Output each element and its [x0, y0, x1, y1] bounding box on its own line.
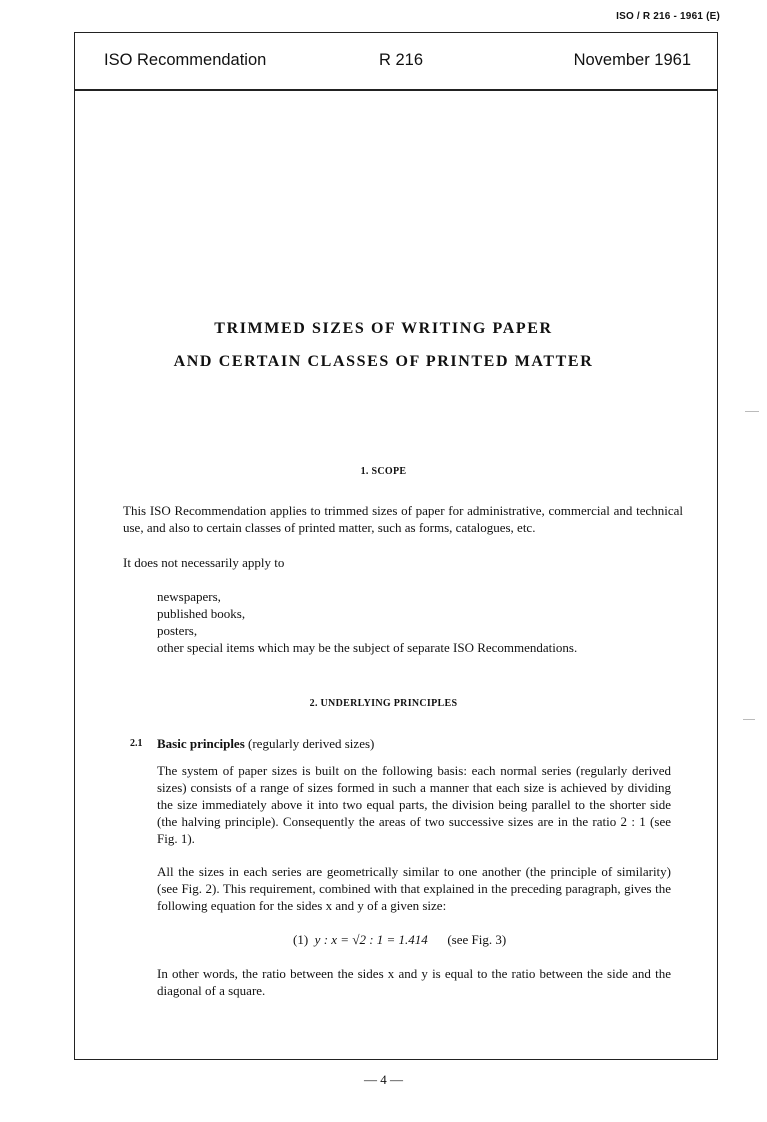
list-item: newspapers,	[157, 589, 221, 604]
header-document-number: R 216	[379, 51, 424, 69]
basic-principles-paragraph: The system of paper sizes is built on the following basis: each normal series (regularly derived sizes) consists of a range of sizes formed in such a manner that each size is achieved by dividing the size immediately above it into two equal parts, the division being parallel to the shorter side (the halving principle). Consequently the areas of two successive sizes are in the ratio 2 : 1 (see Fig. 1).	[157, 763, 671, 846]
list-item: posters,	[157, 623, 198, 638]
list-item: published books,	[157, 606, 246, 621]
scope-exclusion-intro: It does not necessarily apply to	[123, 555, 285, 570]
header-date: November 1961	[573, 51, 691, 69]
header-divider	[75, 89, 717, 91]
document-reference: ISO / R 216 - 1961 (E)	[616, 11, 720, 22]
diagonal-paragraph: In other words, the ratio between the sides x and y is equal to the ratio between the side and the diagonal of a square.	[157, 966, 671, 998]
clause-heading	[157, 736, 374, 752]
clause-number: 2.1	[130, 738, 143, 749]
title-line-1: TRIMMED SIZES OF WRITING PAPER	[214, 320, 553, 337]
page-number: — 4 —	[364, 1072, 403, 1087]
clause-subtitle: (regularly derived sizes)	[248, 736, 375, 751]
exclusion-list	[157, 588, 577, 656]
title-line-2: AND CERTAIN CLASSES OF PRINTED MATTER	[173, 353, 594, 370]
similarity-paragraph: All the sizes in each series are geometrically similar to one another (the principle of similarity) (see Fig. 2). This requirement, combined with that explained in the preceding paragraph, gives the following equation for the sides x and y of a given size:	[157, 864, 671, 913]
equation-label: (1)	[293, 932, 309, 947]
ratio-equation	[293, 932, 506, 948]
section-2-heading: 2. UNDERLYING PRINCIPLES	[309, 698, 458, 709]
clause-title: Basic principles	[157, 736, 245, 751]
scan-mark	[743, 719, 755, 720]
section-1-heading: 1. SCOPE	[360, 466, 407, 477]
list-item: other special items which may be the subject of separate ISO Recommendations.	[157, 640, 578, 655]
equation-figure-ref: (see Fig. 3)	[447, 932, 507, 947]
scan-mark	[745, 411, 759, 412]
scope-paragraph: This ISO Recommendation applies to trimmed sizes of paper for administrative, commercial and technical use, and also to certain classes of printed matter, such as forms, catalogues, etc.	[123, 503, 683, 535]
header-document-type: ISO Recommendation	[104, 51, 267, 69]
equation-formula: y : x = √2 : 1 = 1.414	[314, 932, 428, 947]
